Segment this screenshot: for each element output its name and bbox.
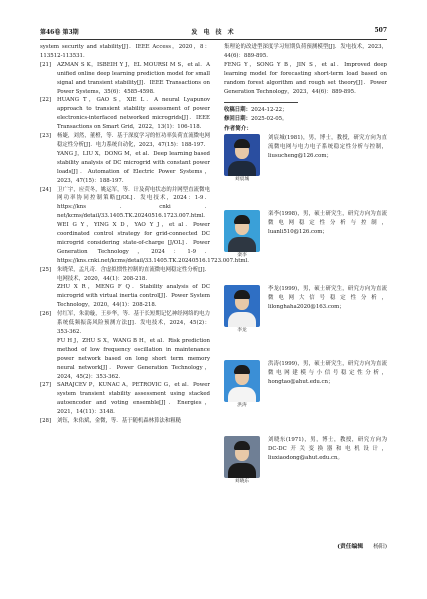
received-date: 收稿日期：2024-12-22； [224, 107, 288, 114]
reference-number: [22] [40, 97, 52, 104]
editor-credit: (责任编辑 杨阳) [337, 544, 387, 550]
reference-text-en: FU H J，ZHU S X，WANG B H，et al．Risk prediction method of low frequency oscillation in maintenance power network based on long short term memory neural network[J]．Power Generation Technology，2024，45(2)：353-362. [57, 337, 210, 380]
reference-number: [25] [40, 266, 52, 273]
reference-number: [24] [40, 186, 52, 193]
photo-caption: 刘晓东 [234, 479, 250, 485]
photo-caption: 洪涛 [237, 403, 247, 409]
reference-continuation-en: FENG Y，SONG Y B，JIN S，et al．Improved deep learning model for forecasting short-term load based on random forest algorithm and rough set theory[J]．Power Generation Technology，2023，44(6)：889-895. [224, 61, 387, 95]
header-rule [40, 39, 387, 40]
reference-text: AZMAN S K，ISBEIH Y J，EL MOURSI M S，et al．A unified online deep learning prediction model for small signal and transient stability[J]．IEEE Transactions on Power Systems，35(6)：4585-4598. [57, 61, 210, 95]
reference-item [40, 43, 210, 61]
photo-caption: 李龙 [237, 328, 247, 334]
reference-text: 付红军，朱劭璇，王步华，等．基于长短期记忆神经网络的电力系统低频振荡风险预测方法[J]．发电技术，2024，45(2)：353-362. [57, 311, 210, 335]
author-bio: 栾李(1998)，男，硕士研究生，研究方向为直流微电网稳定性分析与控制，luanli510@126.com； [268, 211, 387, 236]
author-photo [224, 285, 260, 334]
reference-text: 刘钰，朱佑斌，金微，等．基于随机森林算法和粗糙 [57, 418, 181, 425]
reference-text: 朱晓荣，孟凡奇．含虚拟惯性控制的直流微电网稳定性分析[J]．电网技术，2020，44(1)：208-218. [57, 266, 210, 282]
journal-name: 发 电 技 术 [191, 29, 236, 36]
reference-text: system security and stability[J]．IEEE Access，2020，8：113512-113531. [40, 44, 210, 59]
reference-text: 杨婕，刘然，董橙，等．基于深度学习的恒功率负荷直流微电网稳定性分析[J]．电力系统自动化，2023，47(15)：188-197. [57, 133, 210, 148]
revised-date: 修回日期：2025-02-05。 [224, 116, 288, 123]
page-number: 507 [374, 27, 387, 34]
author-bio: 李龙(1999)，男，硕士研究生，研究方向为直流微电网大信号稳定性分析，lilonghaha2020@163.com； [268, 286, 387, 311]
reference-text: HUANG T，GAO S，XIE L．A neural Lyapunov approach to transient stability assessment of power electronics-interfaced networked microgrids[J]．IEEE Transactions on Smart Grid，2022，13(1)：106-118. [57, 97, 210, 131]
author-bio: 刘晓东(1971)，男，博士，教授，研究方向为DC-DC开关变换器和电机设计，liuxiaodong@ahut.edu.cn。 [268, 437, 387, 462]
photo-caption: 刘宸城 [234, 177, 250, 183]
author-photo [224, 134, 260, 183]
reference-item [40, 96, 210, 132]
right-column [224, 43, 387, 485]
reference-text-en: ZHU X R，MENG F Q．Stability analysis of DC microgrid with virtual inertia control[J]．Power System Technology，2020，44(1)：208-218. [57, 284, 210, 309]
reference-item [40, 417, 210, 426]
reference-continuation: 集理论的改进型深度学习短期负荷预测模型[J]．发电技术，2023，44(6)：889-895. [224, 44, 387, 59]
author-bio: 刘宸城(1981)，男，博士，教授，研究方向为直流微电网与电力电子系统稳定性分析与控制，liusucheng@126.com； [268, 135, 387, 160]
reference-text-en: YANG J，LIU X，DONG M，et al．Deep learning based stability analysis of DC microgrid with constant power loads[J]．Automation of Electric Power Systems，2023，47(15)：188-197. [57, 150, 210, 184]
reference-number: [23] [40, 133, 52, 140]
reference-item [40, 132, 210, 150]
volume-issue: 第46卷 第3期 [40, 29, 79, 36]
reference-text: 卫广宇，应荧冬，姚运军，等．计及荷电状态的并网型直流微电网功率协同控制策略[J/OL]．发电技术，2024：1-9．https://kns．cnki．net/kcms/detail/33.1405.TK.20240516.1723.007.html. [57, 186, 210, 220]
reference-number: [27] [40, 382, 52, 389]
reference-number: [26] [40, 311, 52, 318]
reference-item [40, 61, 210, 97]
reference-text: SARAJCEV P，KUNAC A，PETROVIC G，et al．Power system transient stability assessment using stacked autoencoder and voting ensemble[J]．Energies，2021，14(11)：3148. [57, 382, 210, 416]
reference-item [40, 381, 210, 417]
reference-number: [28] [40, 418, 52, 425]
reference-text-en: WEI G Y，YING X D，YAO Y J，et al．Power coordinated control strategy for grid-connected DC microgrid considering state-of-charge [J/OL]．Power Generation Technology，2024：1-9．https://kns.cnki.net/kcms/detail/33.1405.TK.20240516.1723.007.html. [57, 222, 249, 264]
photo-caption: 栾李 [237, 253, 247, 259]
author-photo [224, 360, 260, 409]
reference-item [40, 266, 210, 284]
author-bio: 洪涛(1999)，男，硕士研究生，研究方向为直流微电网建模与小信号稳定性分析，hongtao@ahut.edu.cn； [268, 361, 387, 386]
author-intro-heading: 作者简介： [224, 126, 252, 133]
author-photo [224, 436, 260, 485]
running-header [40, 27, 387, 39]
section-rule [224, 102, 298, 103]
reference-number: [21] [40, 61, 52, 68]
author-photo [224, 210, 260, 259]
reference-item [40, 310, 210, 337]
reference-item [40, 186, 210, 222]
